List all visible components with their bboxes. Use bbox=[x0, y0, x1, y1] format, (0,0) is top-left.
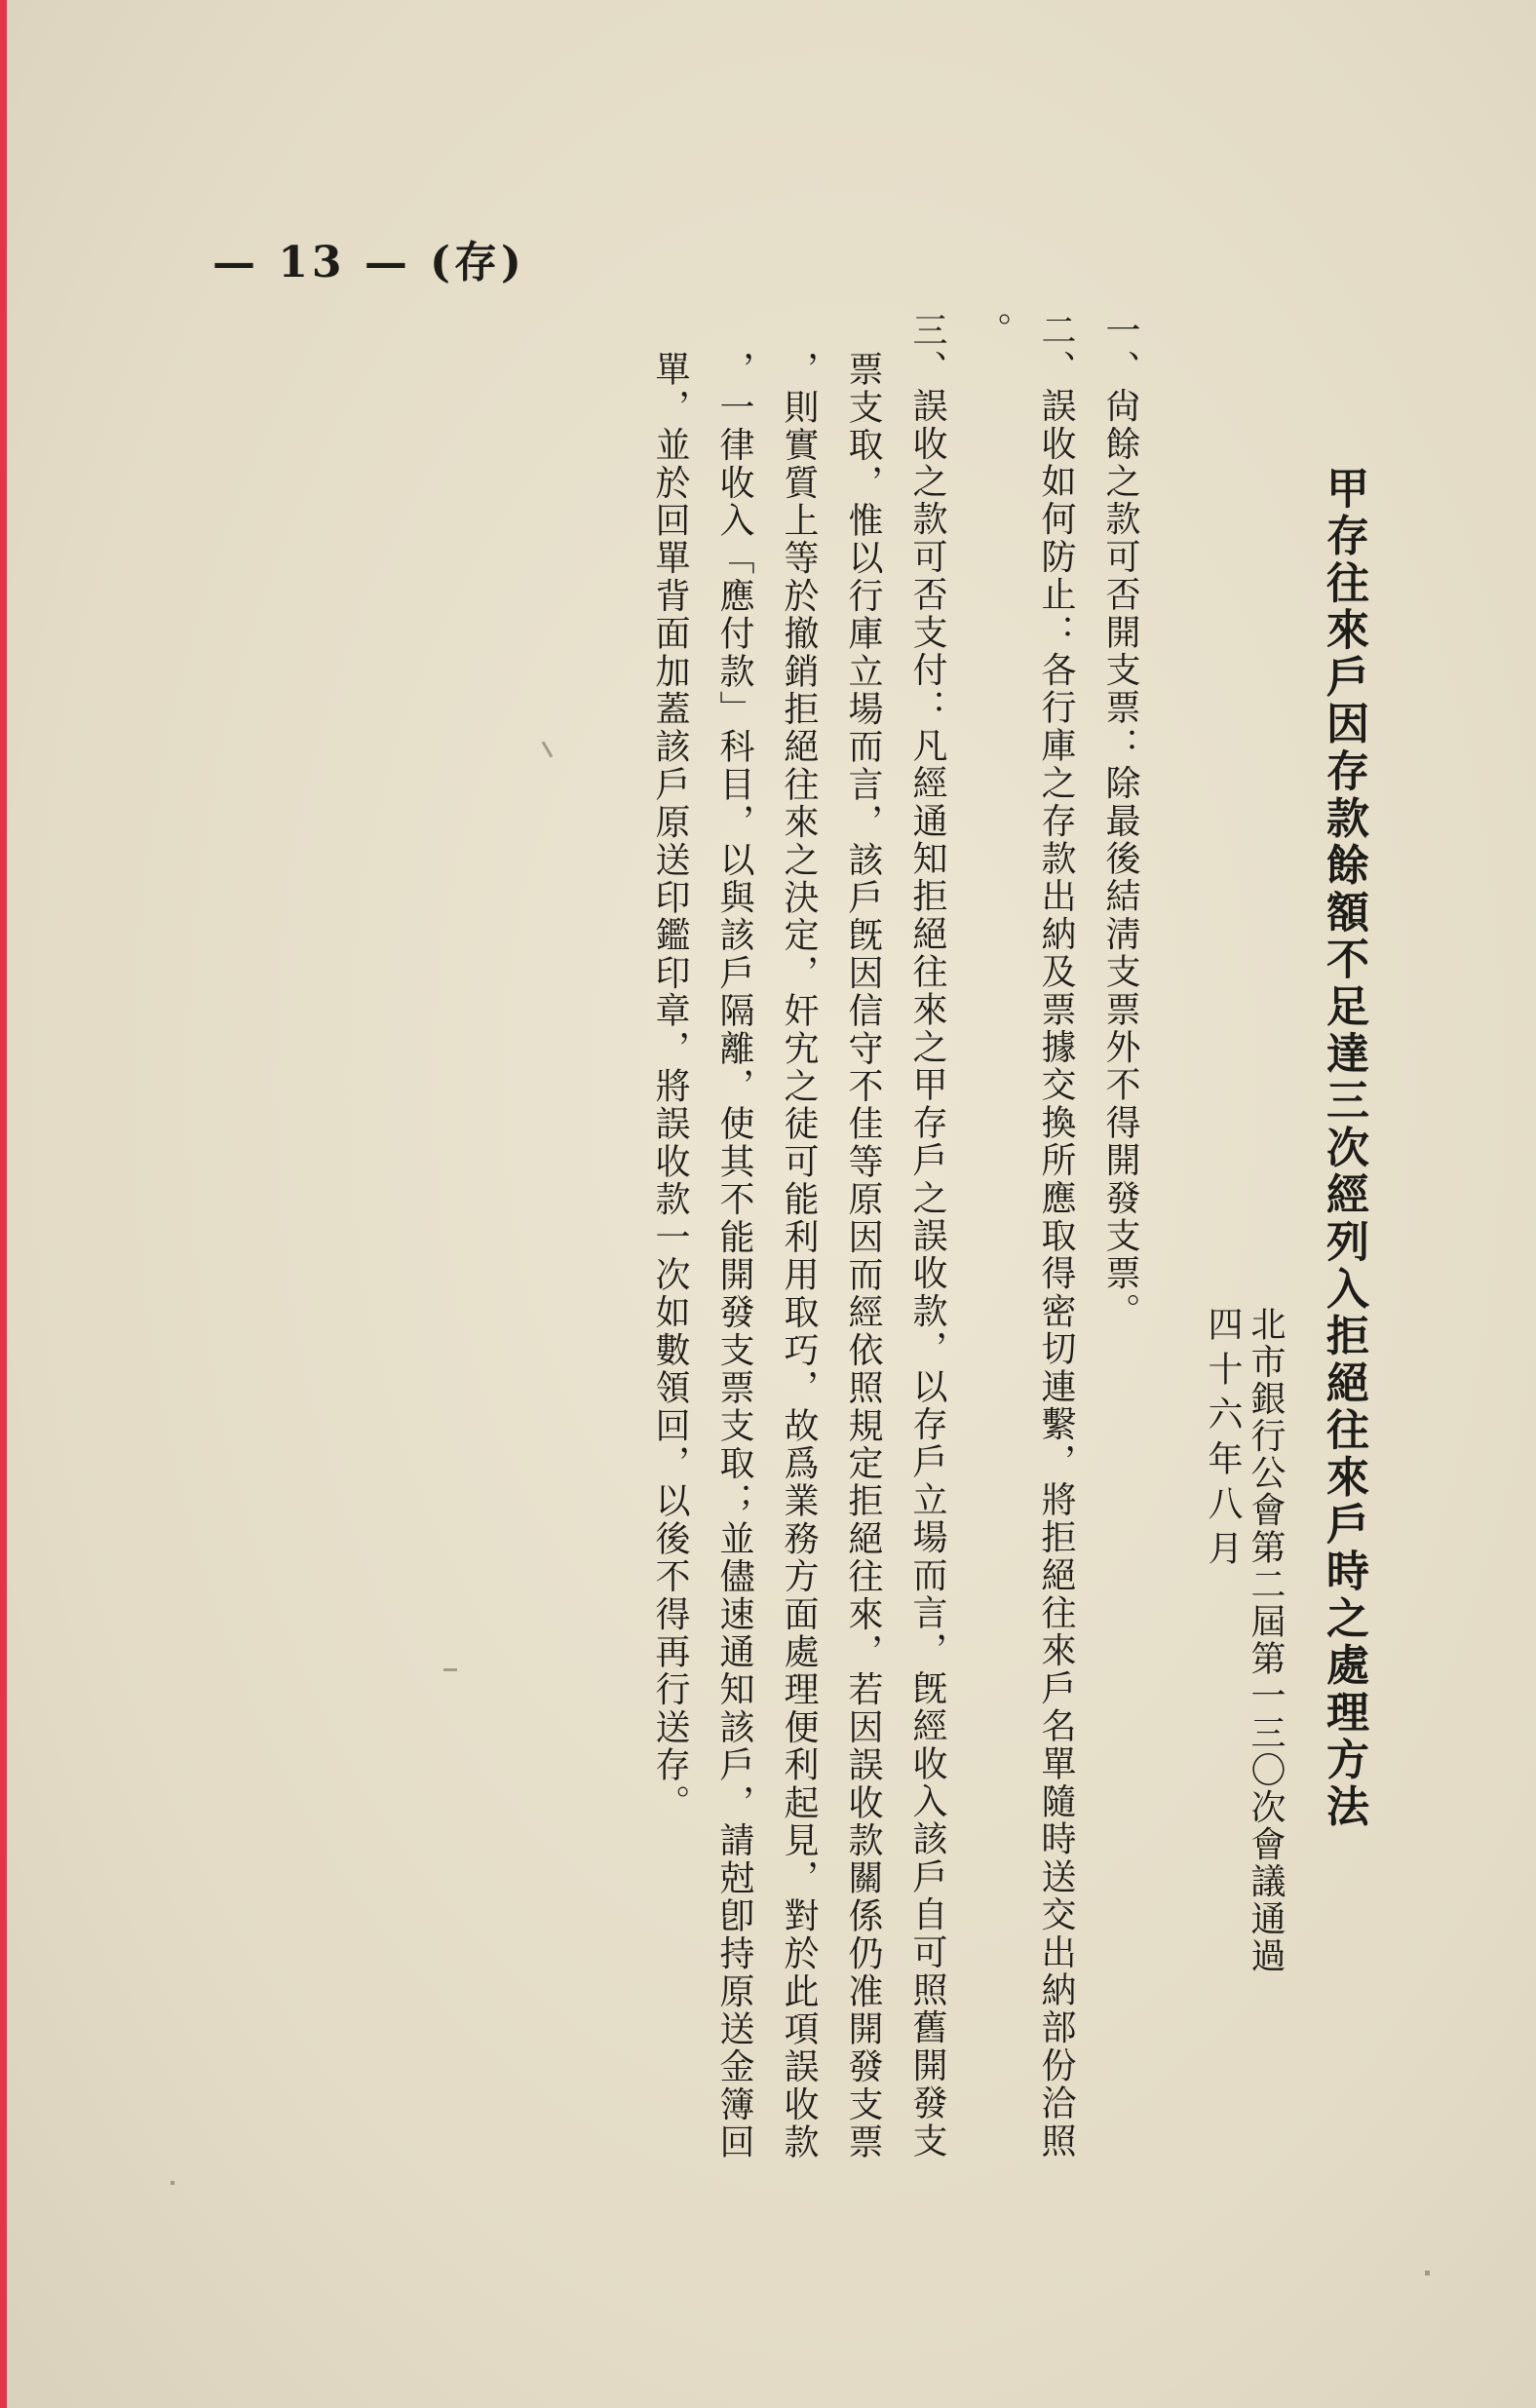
paper-speck bbox=[443, 1668, 457, 1671]
item-2-line-2 bbox=[959, 312, 1023, 2160]
item-3-line-3 bbox=[766, 312, 830, 2160]
paper-speck bbox=[171, 2181, 174, 2185]
paper-speck bbox=[1425, 2271, 1430, 2275]
item-1-text: 尙餘之款可否開支票：除最後結淸支票外不得開發支票。 bbox=[1100, 387, 1140, 1330]
item-1-line-1 bbox=[1088, 312, 1152, 2160]
item-3-line-5 bbox=[637, 312, 702, 2160]
meeting-date-line: 四十六年八月 bbox=[1203, 1306, 1243, 1575]
item-2-label: 二、 bbox=[1036, 312, 1076, 388]
item-1-label: 一、 bbox=[1100, 312, 1140, 388]
item-3-text-cont: ，一律收入「應付款」科目，以與該戶隔離，使其不能開發支票支取；並儘速通知該戶，請尅卽持原送金簿回 bbox=[714, 350, 754, 2161]
item-3-text-cont: 票支取，惟以行庫立場而言，該戶旣因信守不佳等原因而經依照規定拒絕往來，若因誤收款關係仍准開發支票 bbox=[843, 350, 883, 2161]
item-3-label: 三、 bbox=[907, 312, 947, 388]
item-3-text: 誤收之款可否支付：凡經通知拒絕往來之甲存戶之誤收款，以存戶立場而言，旣經收入該戶自可照舊開發支 bbox=[907, 387, 947, 2160]
item-3-line-4 bbox=[702, 312, 766, 2160]
meeting-note bbox=[1201, 1306, 1286, 1974]
body-text bbox=[637, 312, 1152, 2160]
document-title: 甲存往來戶因存款餘額不足達三次經列入拒絕往來戶時之處理方法 bbox=[1319, 466, 1368, 1831]
item-3-line-2 bbox=[830, 312, 895, 2160]
page-header: — 13 — (存) bbox=[212, 238, 525, 287]
item-2-text: 誤收如何防止：各行庫之存款出納及票據交換所應取得密切連繫，將拒絕往來戶名單隨時送交出納部份洽照 bbox=[1036, 387, 1076, 2160]
page-edge-mark bbox=[0, 0, 7, 2408]
item-2-text-cont: 。 bbox=[972, 312, 1012, 350]
item-3-line-1 bbox=[895, 312, 959, 2160]
paper-speck bbox=[542, 741, 554, 757]
item-3-text-cont: 單，並於回單背面加蓋該戶原送印鑑印章，將誤收款一次如數領回，以後不得再行送存。 bbox=[650, 350, 690, 1821]
item-2-line-1 bbox=[1023, 312, 1088, 2160]
meeting-note-line: 北市銀行公會第二屆第一三〇次會議通過 bbox=[1246, 1306, 1286, 1974]
item-3-text-cont: ，則實質上等於撤銷拒絕往來之決定，奸宄之徒可能利用取巧，故爲業務方面處理便利起見，對於此項誤收款 bbox=[779, 350, 819, 2161]
